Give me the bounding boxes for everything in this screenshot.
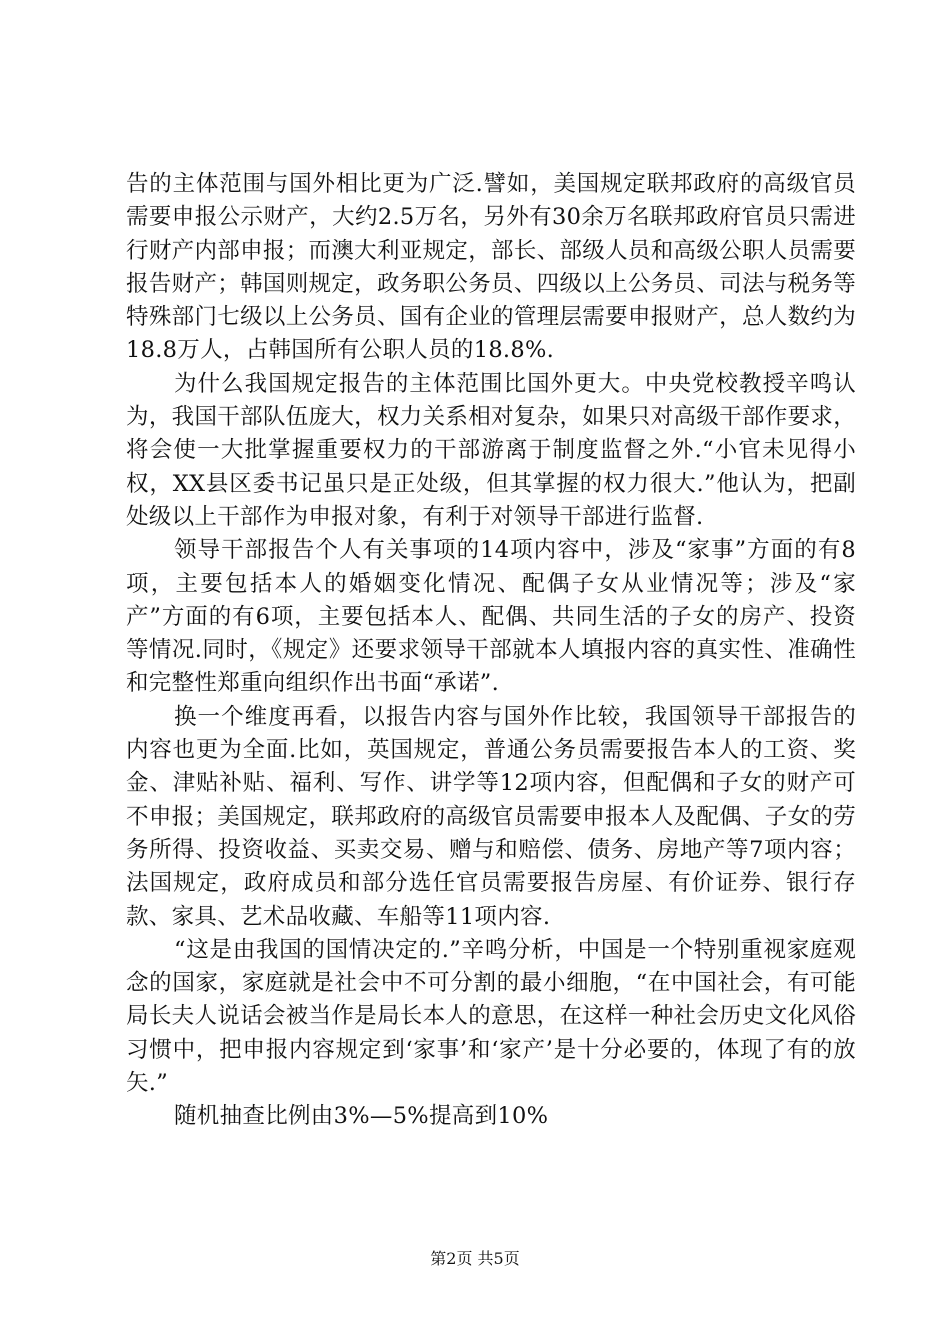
page-total: 共5页 (477, 1249, 520, 1268)
page-footer (0, 1248, 950, 1270)
paragraph-6: 随机抽查比例由3%—5%提高到10% (174, 1103, 549, 1130)
paragraph-2: 为什么我国规定报告的主体范围比国外更大。中央党校教授辛鸣认为，我国干部队伍庞大，权力关系相对复杂，如果只对高级干部作要求，将会使一大批掌握重要权力的干部游离于制度监督之外.“小官未见得小权，XX县区委书记虽只是正处级，但其掌握的权力很大.”他认为，把副处级以上干部作为申报对象，有利于对领导干部进行监督. (126, 370, 856, 530)
paragraph-3: 领导干部报告个人有关事项的14项内容中，涉及“家事”方面的有8项，主要包括本人的婚姻变化情况、配偶子女从业情况等；涉及“家产”方面的有6项，主要包括本人、配偶、共同生活的子女的房产、投资等情况.同时，《规定》还要求领导干部就本人填报内容的真实性、准确性和完整性郑重向组织作出书面“承诺”. (126, 537, 856, 697)
body-text (126, 168, 856, 1134)
paragraph-1: 告的主体范围与国外相比更为广泛.譬如，美国规定联邦政府的高级官员需要申报公示财产，大约2.5万名，另外有30余万名联邦政府官员只需进行财产内部申报；而澳大利亚规定，部长、部级人员和高级公职人员需要报告财产；韩国则规定，政务职公务员、四级以上公务员、司法与税务等特殊部门七级以上公务员、国有企业的管理层需要申报财产，总人数约为18.8万人，占韩国所有公职人员的18.8%. (126, 171, 856, 364)
paragraph-4: 换一个维度再看，以报告内容与国外作比较，我国领导干部报告的内容也更为全面.比如，英国规定，普通公务员需要报告本人的工资、奖金、津贴补贴、福利、写作、讲学等12项内容，但配偶和子女的财产可不申报；美国规定，联邦政府的高级官员需要申报本人及配偶、子女的劳务所得、投资收益、买卖交易、赠与和赔偿、债务、房地产等7项内容；法国规定，政府成员和部分选任官员需要报告房屋、有价证券、银行存款、家具、艺术品收藏、车船等11项内容. (126, 703, 856, 930)
page-number: 第2页 (430, 1249, 473, 1268)
paragraph-5: “这是由我国的国情决定的.”辛鸣分析，中国是一个特别重视家庭观念的国家，家庭就是社会中不可分割的最小细胞，“在中国社会，有可能局长夫人说话会被当作是局长本人的意思，在这样一种社会历史文化风俗习惯中，把申报内容规定到‘家事’和‘家产’是十分必要的，体现了有的放矢.” (126, 936, 856, 1097)
